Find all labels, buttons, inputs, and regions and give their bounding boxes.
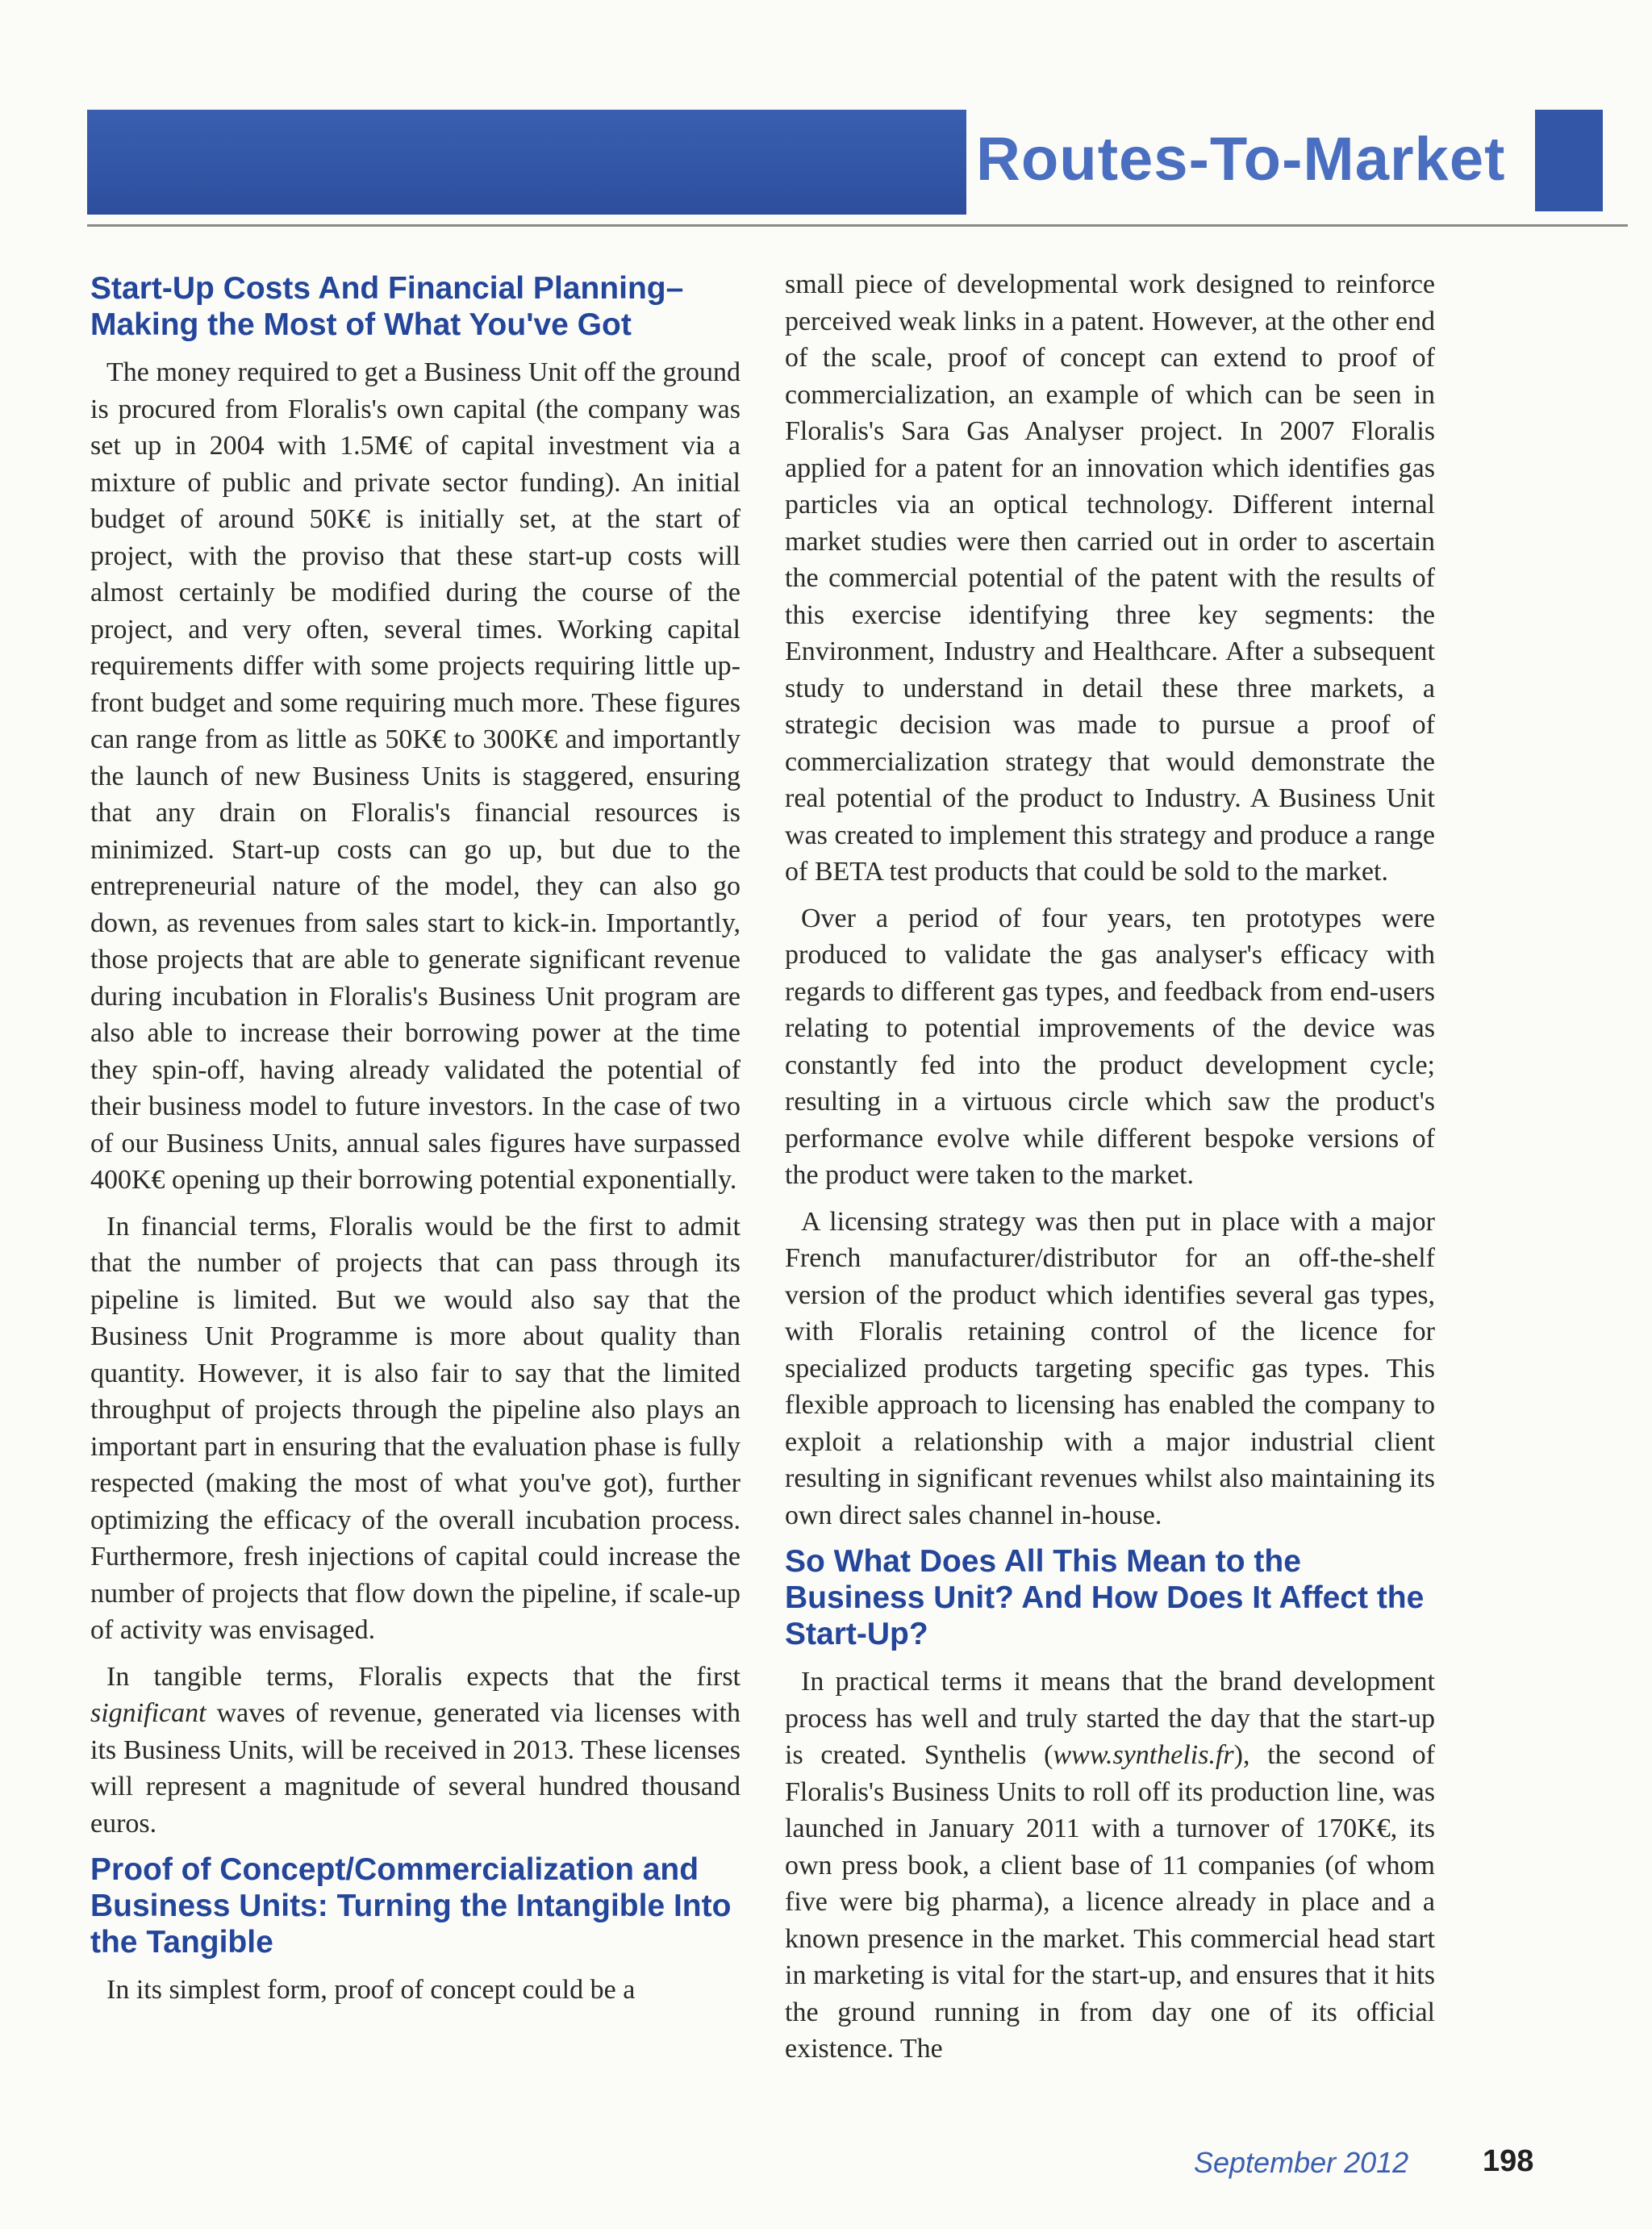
emphasis-text: significant	[90, 1698, 206, 1728]
page-number: 198	[1483, 2144, 1534, 2178]
text-run: waves of revenue, generated via licenses with its Business Units, will be received in 2013. These licenses will represent a magnitude of several hundred thousand euros.	[90, 1698, 740, 1839]
paragraph: In its simplest form, proof of concept could be a	[106, 1975, 636, 2005]
heading-proof-of-concept: Proof of Concept/Commercialization and Business Units: Turning the Intangible Into the Tangible	[90, 1852, 732, 1960]
header-color-band	[87, 110, 966, 215]
text-run: In tangible terms, Floralis expects that the first	[106, 1661, 740, 1692]
issue-date: September 2012	[1194, 2146, 1409, 2179]
paragraph: small piece of developmental work designed to reinforce perceived weak links in a patent. However, at the other end of the scale, proof of concept can extend to proof of commercialization, an example of which can be seen in Floralis's Sara Gas Analyser project. In 2007 Floralis applied for a patent for an innovation which identifies gas particles via an optical technology. Different internal market studies were then carried out in order to ascertain the commercial potential of the patent with the results of this exercise identifying three key segments: the Environment, Industry and Healthcare. After a subsequent study to understand in detail these three markets, a strategic decision was made to pursue a proof of commercialization strategy that would demonstrate the real potential of the product to Industry. A Business Unit was created to implement this strategy and produce a range of BETA test products that could be sold to the market.	[785, 269, 1435, 887]
paragraph	[785, 1663, 1435, 2068]
right-column	[785, 266, 1435, 2077]
text-run: ), the second of Floralis's Business Units to roll off its production line, was launched in January 2011 with a turnover of 170K€, its own press book, a client base of 11 companies (of whom five were big pharma), a licence already in place and a known presence in the market. This commercial head start in marketing is vital for the start-up, and ensures that it hits the ground running in from day one of its official existence. The	[785, 1740, 1435, 2064]
text-run: In practical terms it means that the brand development process has well and truly started the day that the start-up is created. Synthelis (	[785, 1667, 1435, 1770]
header-accent-square	[1535, 110, 1603, 211]
website-link[interactable]: www.synthelis.fr	[1053, 1740, 1234, 1770]
paragraph	[90, 1659, 740, 1843]
paragraph: A licensing strategy was then put in place with a major French manufacturer/distributor for an off-the-shelf version of the product which identifies several gas types, with Floralis retaining control of the licence for specialized products targeting specific gas types. This flexible approach to licensing has enabled the company to exploit a relationship with a major industrial client resulting in significant revenues whilst also maintaining its own direct sales channel in-house.	[785, 1206, 1435, 1530]
paragraph: Over a period of four years, ten prototypes were produced to validate the gas analyser's efficacy with regards to different gas types, and feedback from end-users relating to potential improvements of the device was constantly fed into the product development cycle; resulting in a virtuous circle which saw the product's performance evolve while different bespoke versions of the product were taken to the market.	[785, 903, 1435, 1190]
section-title: Routes-To-Market	[976, 125, 1506, 194]
left-column	[90, 270, 740, 2018]
heading-startup-costs: Start-Up Costs And Financial Planning– Making the Most of What You've Got	[90, 271, 684, 342]
paragraph: The money required to get a Business Unit off the ground is procured from Floralis's own capital (the company was set up in 2004 with 1.5M€ of capital investment via a mixture of public and private sector funding). An initial budget of around 50K€ is initially set, at the start of project, with the proviso that these start-up costs will almost certainly be modified during the course of the project, and very often, several times. Working capital requirements differ with some projects requiring little up-front budget and some requiring much more. These figures can range from as little as 50K€ to 300K€ and importantly the launch of new Business Units is staggered, ensuring that any drain on Floralis's financial resources is minimized. Start-up costs can go up, but due to the entrepreneurial nature of the model, they can also go down, as revenues from sales start to kick-in. Importantly, those projects that are able to generate significant revenue during incubation in Floralis's Business Unit program are also able to increase their borrowing power at the time they spin-off, having already validated the potential of their business model to future investors. In the case of two of our Business Units, annual sales figures have surpassed 400K€ opening up their borrowing potential exponentially.	[90, 357, 740, 1195]
paragraph: In financial terms, Floralis would be the first to admit that the number of projects that can pass through its pipeline is limited. But we would also say that the Business Unit Programme is more about quality than quantity. However, it is also fair to say that the limited throughput of projects through the pipeline also plays an important part in ensuring that the evaluation phase is fully respected (making the most of what you've got), further optimizing the efficacy of the overall incubation process. Furthermore, fresh injections of capital could increase the number of projects that flow down the pipeline, if scale-up of activity was envisaged.	[90, 1211, 740, 1645]
header-divider	[87, 224, 1628, 227]
heading-what-does-it-mean: So What Does All This Mean to the Business Unit? And How Does It Affect the Start-Up?	[785, 1544, 1425, 1651]
